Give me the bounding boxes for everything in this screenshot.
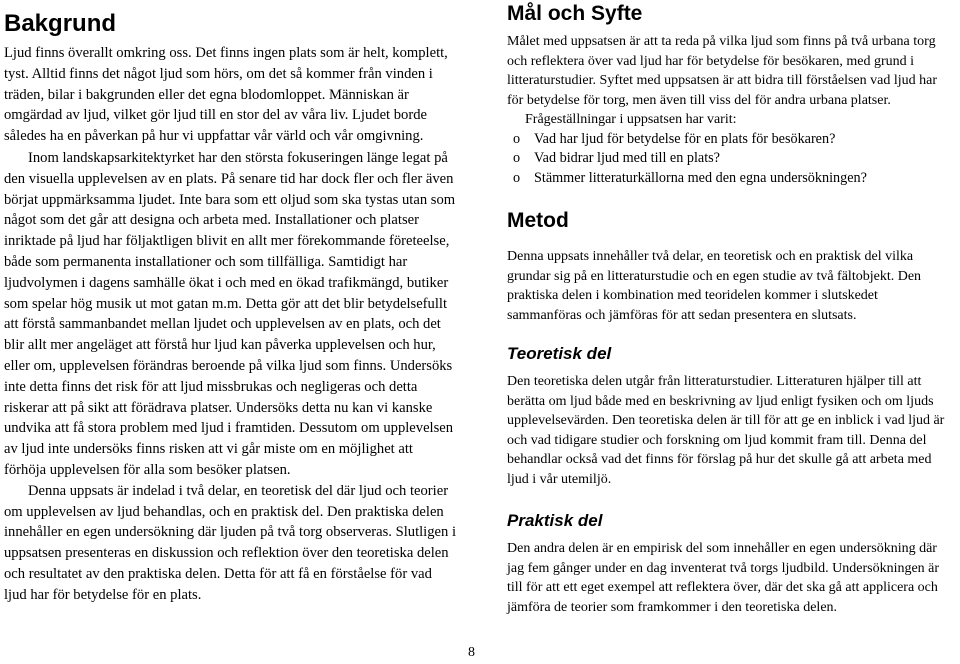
list-item <box>507 149 955 169</box>
bullet-marker: o <box>513 150 521 166</box>
bullet-marker: o <box>513 169 521 186</box>
heading-mal-och-syfte: Mål och Syfte <box>507 2 643 25</box>
heading-teoretisk-del: Teoretisk del <box>507 344 612 363</box>
question-text: Vad bidrar ljud med till en plats? <box>534 150 720 166</box>
question-text: Stämmer litteraturkällorna med den egna undersökningen? <box>534 169 867 186</box>
left-column <box>4 0 456 606</box>
paragraph-praktisk-del: Den andra delen är en empirisk del som innehåller en egen undersökning där jag fem gånger under en dag inventerat två torgs ljudbild. Undersökningen är till för att ett eget exempel att reflektera över, där det ska gå att applicera och jämföra de teorier som framkommer i den teoretiska delen. <box>507 541 940 615</box>
question-text: Vad har ljud för betydelse för en plats för besökaren? <box>534 130 836 147</box>
bullet-marker: o <box>513 130 521 147</box>
list-item <box>507 130 955 150</box>
heading-praktisk-del: Praktisk del <box>507 511 603 530</box>
paragraph-bakgrund-1: Ljud finns överallt omkring oss. Det finns ingen plats som är helt, komplett, tyst. Alltid finns det något ljud som hörs, om det så kommer från vinden i träden, bilar i bakgrunden eller det egna blodomloppet. Människan är omgärdad av ljud, vilket gör ljud till en stor del av våra liv. Ljudet borde således ha en påverkan på hur vi uppfattar vår värld och vår omgivning. <box>4 45 448 145</box>
list-item <box>507 169 955 189</box>
paragraph-metod: Denna uppsats innehåller två delar, en teoretisk och en praktisk del vilka grundar sig på en litteraturstudie och en egen studie av två fältobjekt. Den praktiska delen i kombination med teoridelen kommer i slutskedet sammanföras och jämföras för att sedan presentera en slutsats. <box>507 249 922 323</box>
page-number: 8 <box>468 645 475 660</box>
paragraph-bakgrund-2: Inom landskapsarkitektyrket har den största fokuseringen länge legat på den visuella upplevelsen av en plats. På senare tid har dock fler och fler även börjat uppmärksamma ljudet. Inte bara som ett oljud som ska tystas utan som något som det går att designa och arbeta med. Installationer och platser inriktade på ljud har följaktligen blivit en allt mer förekommande företeelse, både som permanenta installationer och som tillfälliga. Samtidigt har ljudvolymen i dagens samhälle ökat i och med en ökad trafikmängd, butiker som spelar hög musik ut mot gatan m.m. Detta gör att det blir betydelsefullt att förstå sammanbandet mellan ljudet och upplevelsen av en plats, och det blir allt mer angeläget att förstå hur ljud kan påverka upplevelsen och hur, eller om, upplevelsen förändras beroende på vilka ljud som finns. Undersöks inte detta finns det risk för att ljud missbrukas och negligeras och detta riskerar att på sikt att förädrava platser. Undersöks detta nu kan vi kanske undvika att få stora problem med ljud i framtiden. Dessutom om upplevelsen av ljud inte undersöks finns risken att vi går miste om en möjlighet att förhöja upplevelsen för alla som besöker platsen. <box>4 149 456 478</box>
paragraph-mal-och-syfte: Målet med uppsatsen är att ta reda på vilka ljud som finns på två urbana torg och reflektera över vad ljud har för betydelse för besökaren, med grund i litteraturstudier. Syftet med uppsatsen är att bidra till förståelsen vad ljud har för betydelse för torg, men även till viss del för andra urbana platser. <box>507 34 937 108</box>
heading-metod: Metod <box>507 209 569 232</box>
paragraph-bakgrund-3: Denna uppsats är indelad i två delar, en teoretisk del där ljud och teorier om upplevelsen av ljud behandlas, och en praktisk del. Den praktiska delen innehåller en egen undersökning där ljuden på två torg observeras. Slutligen i uppsatsen presenteras en diskussion och reflektion över den teoretiska delen och resultatet av den praktiska delen. Detta för att få en förståelse för vad ljud har för betydelse för en plats. <box>4 482 457 603</box>
questions-intro: Frågeställningar i uppsatsen har varit: <box>525 112 737 127</box>
paragraph-teoretisk-del: Den teoretiska delen utgår från litteraturstudier. Litteraturen hjälper till att berätta om ljud både med en beskrivning av ljud enligt fysiken och om ljuds upplevelsevärden. Den teoretiska delen är till för att ge en inblick i vad ljud är och vad tidigare studier och forskning om ljud kommit fram till. Denna del behandlar också vad det finns för förslag på hur det skulle gå att arbeta med ljud i vår utemiljö. <box>507 374 945 487</box>
right-column <box>507 0 955 617</box>
questions-list <box>507 130 955 189</box>
heading-bakgrund: Bakgrund <box>4 10 117 37</box>
